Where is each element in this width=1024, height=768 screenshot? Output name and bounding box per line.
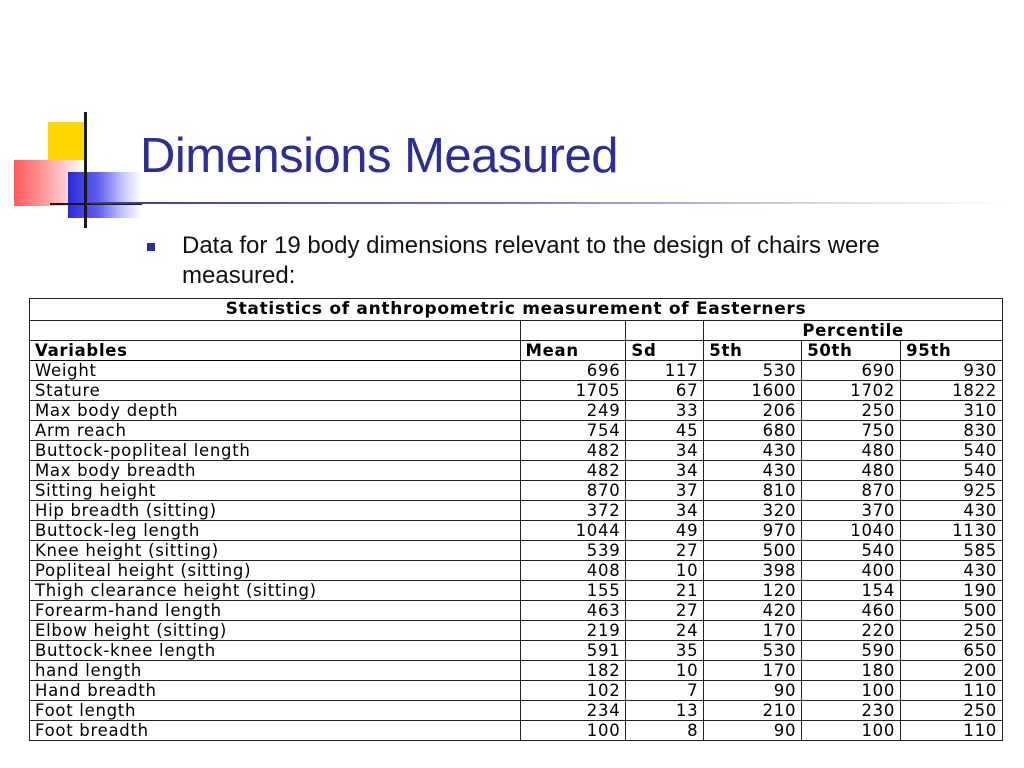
table-row [30,521,1003,541]
logo-vertical-line [84,112,87,228]
p95-cell: 500 [901,601,1003,621]
p5-cell: 120 [704,581,802,601]
variable-cell: Knee height (sitting) [30,541,521,561]
sd-cell: 10 [626,661,704,681]
p95-cell: 200 [901,661,1003,681]
p5-cell: 90 [704,721,802,741]
mean-cell: 1044 [520,521,626,541]
sd-cell: 37 [626,481,704,501]
p95-cell: 430 [901,501,1003,521]
mean-cell: 100 [520,721,626,741]
sd-cell: 27 [626,601,704,621]
p95-cell: 540 [901,441,1003,461]
mean-cell: 539 [520,541,626,561]
sd-cell: 33 [626,401,704,421]
column-header-mean: Mean [520,341,626,361]
mean-cell: 1705 [520,381,626,401]
table-row [30,581,1003,601]
p5-cell: 680 [704,421,802,441]
variable-cell: Max body depth [30,401,521,421]
p95-cell: 650 [901,641,1003,661]
empty-header-cell [520,321,626,341]
variable-cell: Thigh clearance height (sitting) [30,581,521,601]
p5-cell: 398 [704,561,802,581]
sd-cell: 24 [626,621,704,641]
variable-cell: Buttock-popliteal length [30,441,521,461]
sd-cell: 10 [626,561,704,581]
p50-cell: 400 [802,561,901,581]
p50-cell: 480 [802,441,901,461]
variable-cell: Buttock-leg length [30,521,521,541]
p50-cell: 1040 [802,521,901,541]
slide-logo [0,0,140,240]
p95-cell: 1822 [901,381,1003,401]
mean-cell: 482 [520,461,626,481]
p95-cell: 930 [901,361,1003,381]
empty-header-cell [30,321,521,341]
variable-cell: Hip breadth (sitting) [30,501,521,521]
percentile-group-header: Percentile [704,321,1003,341]
p50-cell: 100 [802,681,901,701]
p95-cell: 1130 [901,521,1003,541]
bullet-icon [147,243,155,251]
variable-cell: Arm reach [30,421,521,441]
p5-cell: 420 [704,601,802,621]
logo-blue-square [68,172,142,218]
sd-cell: 8 [626,721,704,741]
p5-cell: 530 [704,641,802,661]
sd-cell: 34 [626,441,704,461]
p5-cell: 430 [704,461,802,481]
empty-header-cell [626,321,704,341]
variable-cell: Max body breadth [30,461,521,481]
mean-cell: 155 [520,581,626,601]
mean-cell: 463 [520,601,626,621]
p50-cell: 690 [802,361,901,381]
p50-cell: 230 [802,701,901,721]
sd-cell: 45 [626,421,704,441]
p5-cell: 1600 [704,381,802,401]
table-row [30,621,1003,641]
table-row [30,381,1003,401]
p50-cell: 154 [802,581,901,601]
bullet-text: Data for 19 body dimensions relevant to the design of chairs were measured: [182,232,880,289]
table-row [30,481,1003,501]
mean-cell: 870 [520,481,626,501]
variable-cell: Sitting height [30,481,521,501]
p95-cell: 110 [901,681,1003,701]
p50-cell: 100 [802,721,901,741]
variable-cell: hand length [30,661,521,681]
p50-cell: 370 [802,501,901,521]
variable-cell: Forearm-hand length [30,601,521,621]
p95-cell: 830 [901,421,1003,441]
p50-cell: 460 [802,601,901,621]
mean-cell: 219 [520,621,626,641]
mean-cell: 182 [520,661,626,681]
table-row [30,601,1003,621]
table-row [30,501,1003,521]
title-underline [90,202,1010,204]
p5-cell: 206 [704,401,802,421]
table-row [30,541,1003,561]
sd-cell: 13 [626,701,704,721]
table-row [30,661,1003,681]
p95-cell: 540 [901,461,1003,481]
mean-cell: 102 [520,681,626,701]
variable-cell: Elbow height (sitting) [30,621,521,641]
table-row [30,441,1003,461]
table-row [30,721,1003,741]
p50-cell: 1702 [802,381,901,401]
variable-cell: Foot length [30,701,521,721]
table-row [30,681,1003,701]
p5-cell: 90 [704,681,802,701]
table-row [30,641,1003,661]
table-row [30,421,1003,441]
p95-cell: 310 [901,401,1003,421]
p95-cell: 925 [901,481,1003,501]
sd-cell: 21 [626,581,704,601]
mean-cell: 482 [520,441,626,461]
p5-cell: 970 [704,521,802,541]
p5-cell: 430 [704,441,802,461]
sd-cell: 27 [626,541,704,561]
mean-cell: 591 [520,641,626,661]
sd-cell: 34 [626,501,704,521]
p50-cell: 540 [802,541,901,561]
mean-cell: 234 [520,701,626,721]
table-row [30,361,1003,381]
variable-cell: Buttock-knee length [30,641,521,661]
table-header-row [30,341,1003,361]
p50-cell: 180 [802,661,901,681]
sd-cell: 34 [626,461,704,481]
p5-cell: 530 [704,361,802,381]
variable-cell: Foot breadth [30,721,521,741]
p5-cell: 210 [704,701,802,721]
table-row [30,461,1003,481]
p95-cell: 250 [901,701,1003,721]
mean-cell: 372 [520,501,626,521]
anthropometric-table [29,298,1003,741]
p5-cell: 500 [704,541,802,561]
p5-cell: 320 [704,501,802,521]
p50-cell: 480 [802,461,901,481]
variable-cell: Hand breadth [30,681,521,701]
p95-cell: 190 [901,581,1003,601]
p50-cell: 750 [802,421,901,441]
column-header-5th: 5th [704,341,802,361]
p50-cell: 220 [802,621,901,641]
table-row [30,561,1003,581]
p95-cell: 250 [901,621,1003,641]
column-header-variables: Variables [30,341,521,361]
sd-cell: 117 [626,361,704,381]
table-group-header-row [30,321,1003,341]
mean-cell: 754 [520,421,626,441]
p5-cell: 170 [704,661,802,681]
p50-cell: 870 [802,481,901,501]
p50-cell: 250 [802,401,901,421]
table-caption-row [30,299,1003,321]
p50-cell: 590 [802,641,901,661]
mean-cell: 696 [520,361,626,381]
variable-cell: Stature [30,381,521,401]
table-row [30,701,1003,721]
sd-cell: 7 [626,681,704,701]
variable-cell: Popliteal height (sitting) [30,561,521,581]
column-header-sd: Sd [626,341,704,361]
table-row [30,401,1003,421]
p5-cell: 170 [704,621,802,641]
sd-cell: 67 [626,381,704,401]
sd-cell: 35 [626,641,704,661]
variable-cell: Weight [30,361,521,381]
sd-cell: 49 [626,521,704,541]
column-header-95th: 95th [901,341,1003,361]
mean-cell: 249 [520,401,626,421]
p95-cell: 430 [901,561,1003,581]
slide-title: Dimensions Measured [140,129,618,183]
mean-cell: 408 [520,561,626,581]
p95-cell: 585 [901,541,1003,561]
p5-cell: 810 [704,481,802,501]
column-header-50th: 50th [802,341,901,361]
table-caption: Statistics of anthropometric measurement of Easterners [30,299,1003,321]
p95-cell: 110 [901,721,1003,741]
